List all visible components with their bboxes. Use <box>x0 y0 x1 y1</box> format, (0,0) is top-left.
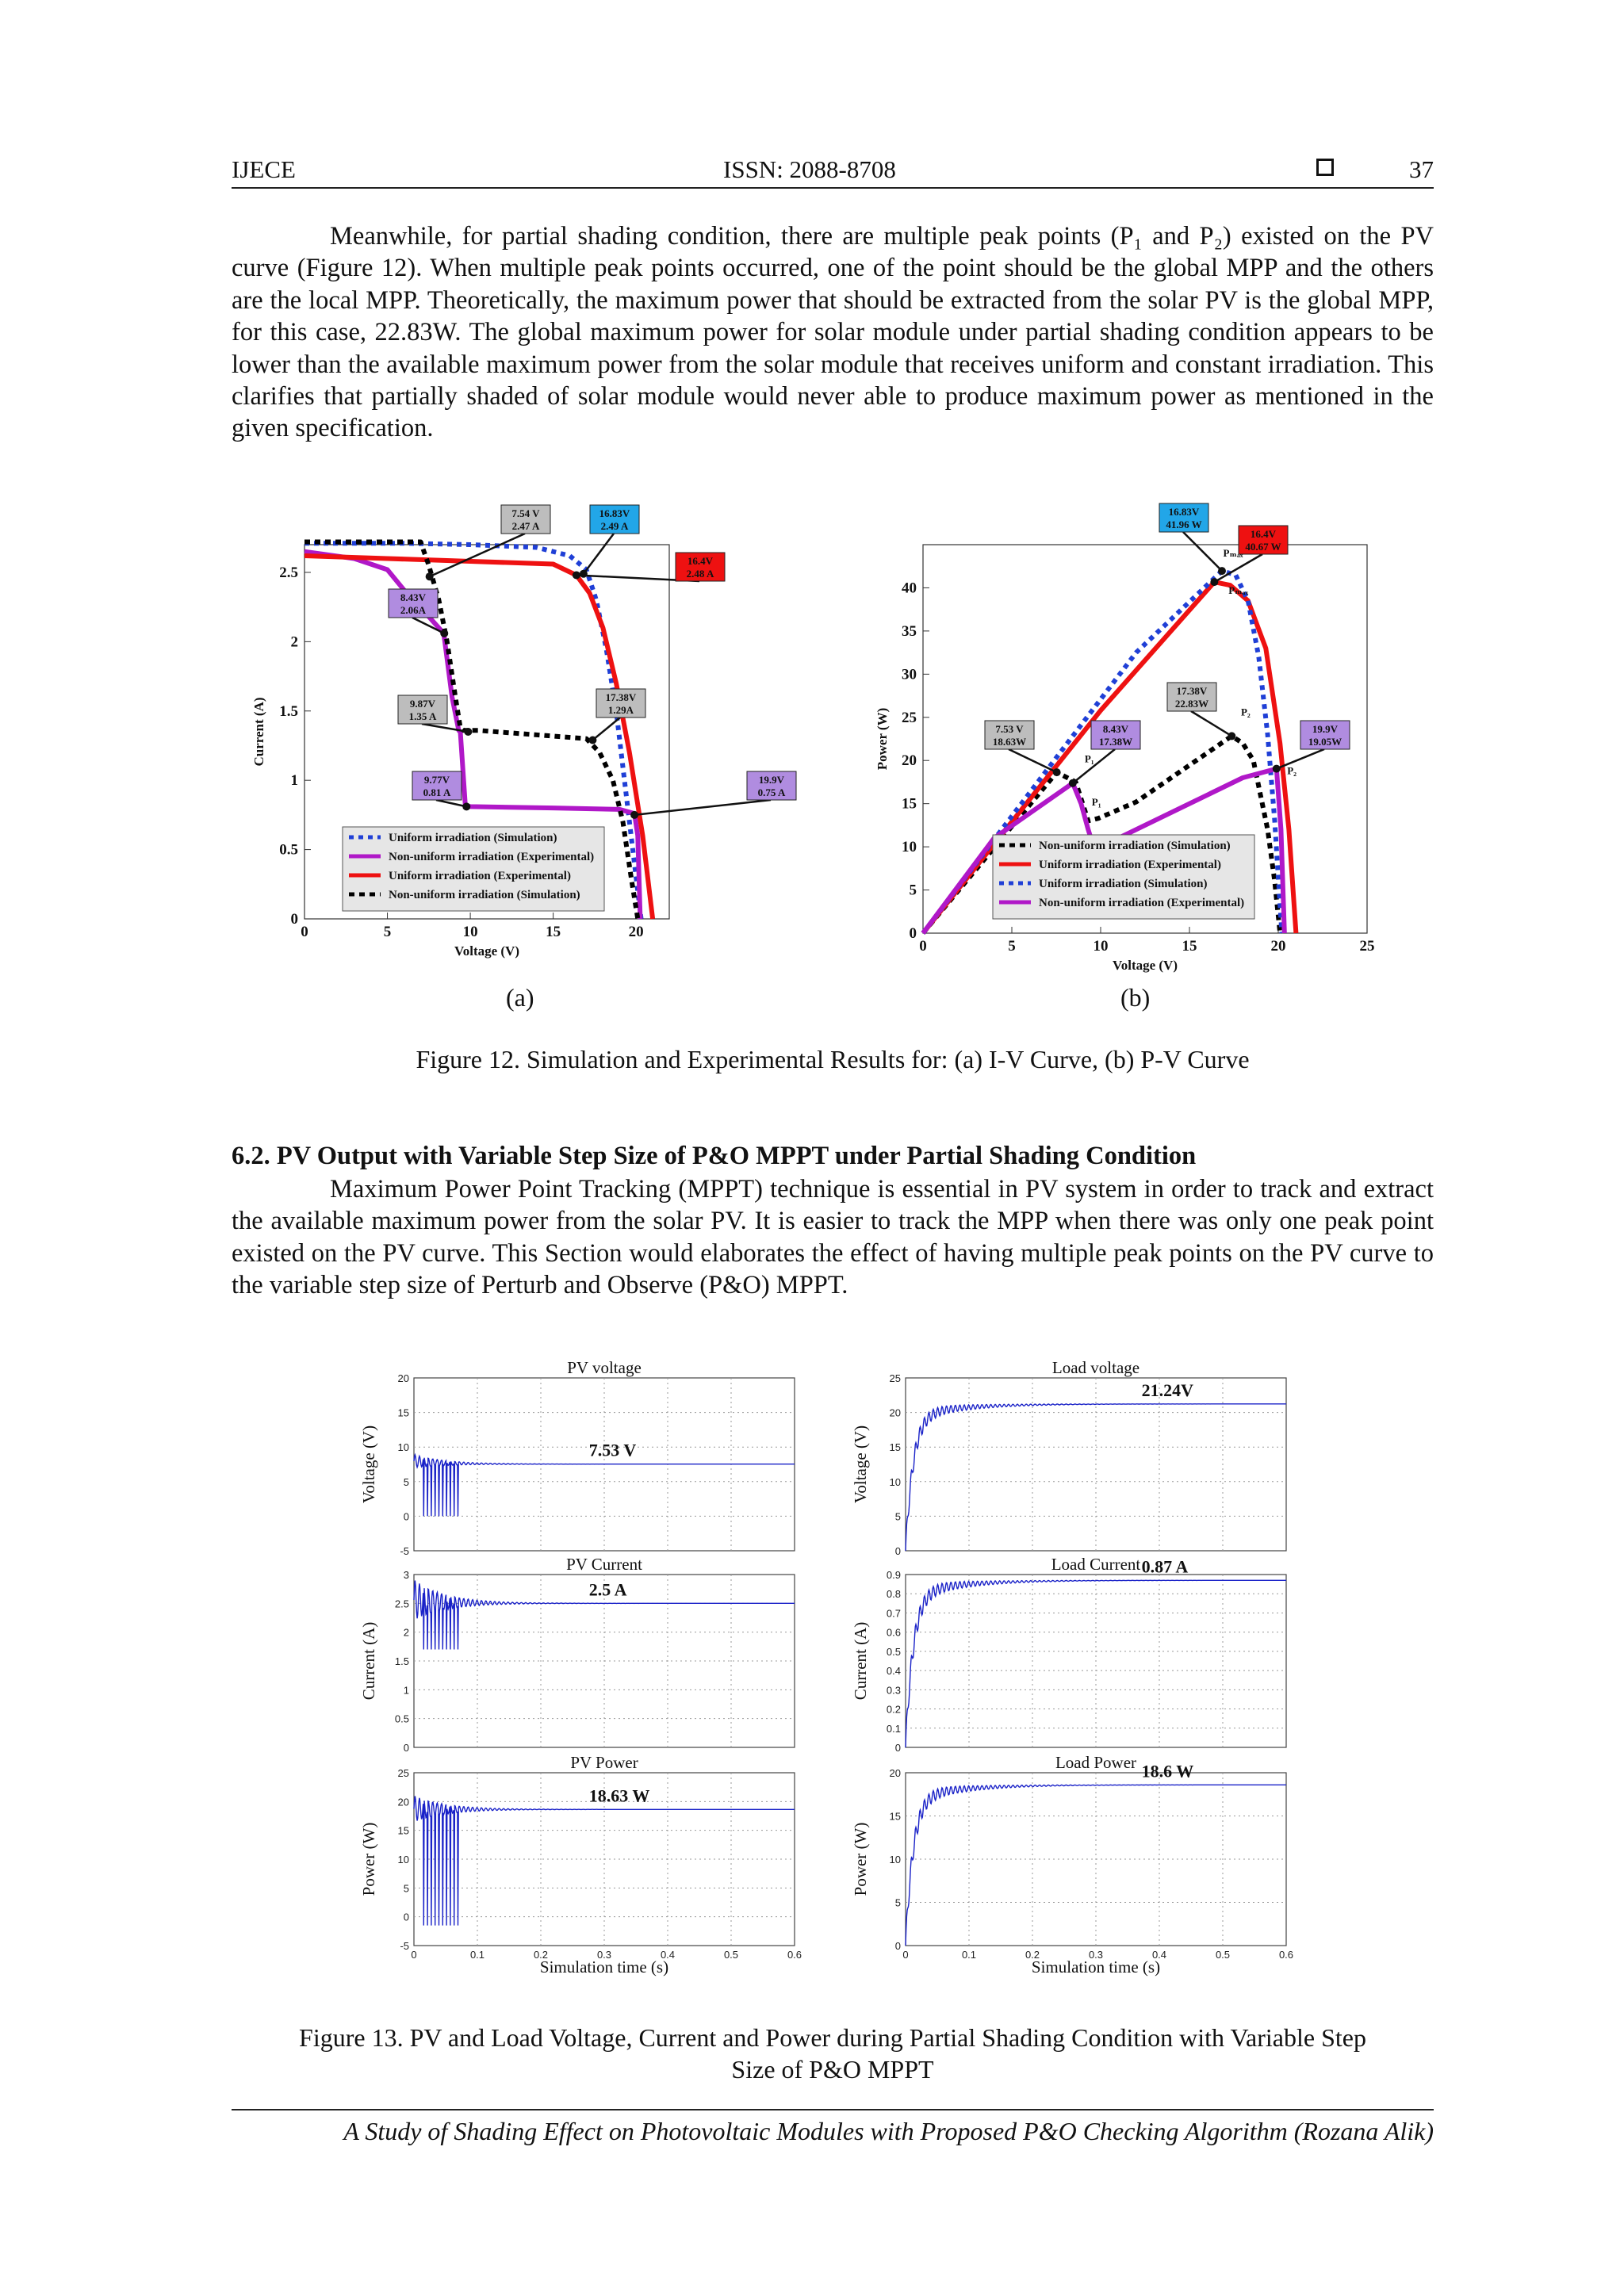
annotation-point <box>462 802 470 810</box>
page-header <box>232 155 1434 189</box>
x-tick-label: 0.6 <box>1278 1949 1294 1961</box>
y-tick-label: 25 <box>397 1767 409 1779</box>
peak-point-label: P₂ <box>1240 706 1251 718</box>
annotation-point <box>573 571 580 579</box>
y-tick-label: -5 <box>400 1545 409 1557</box>
x-tick-label: 0 <box>301 924 308 940</box>
legend-label: Non-uniform irradiation (Simulation) <box>389 889 580 901</box>
annotation-point <box>1273 765 1281 773</box>
annotation-point <box>1069 779 1077 787</box>
annotation-label: 2.47 A <box>511 520 540 532</box>
annotation-point <box>440 629 448 637</box>
x-tick-label: 0.1 <box>469 1949 485 1961</box>
journal-name: IJECE <box>232 155 296 183</box>
x-tick-label: 15 <box>1182 938 1197 955</box>
steady-state-value: 0.87 A <box>1141 1556 1189 1577</box>
annotation-label: 40.67 W <box>1245 541 1281 553</box>
annotation-label: 7.53 V <box>995 723 1024 735</box>
panel-title: PV Power <box>570 1753 638 1772</box>
x-tick-label: 20 <box>628 924 644 940</box>
x-tick-label: 0.2 <box>1025 1949 1040 1961</box>
y-tick-label: 0.2 <box>886 1703 901 1716</box>
y-tick-label: 35 <box>902 622 917 640</box>
annotation-point <box>588 736 596 744</box>
y-tick-label: 15 <box>397 1824 409 1837</box>
annotation-label: 7.54 V <box>511 507 540 519</box>
figure-12b-pv-curve <box>872 496 1491 979</box>
steady-state-value: 2.5 A <box>588 1579 627 1600</box>
y-tick-label: 0.5 <box>394 1712 409 1725</box>
y-tick-label: 20 <box>889 1406 901 1419</box>
annotation-label: 1.35 A <box>408 710 437 722</box>
y-tick-label: 10 <box>397 1854 409 1866</box>
y-tick-label: 25 <box>889 1372 901 1384</box>
legend-label: Non-uniform irradiation (Experimental) <box>1039 897 1245 909</box>
y-tick-label: 20 <box>397 1796 409 1808</box>
figure-13-caption-line-1: Figure 13. PV and Load Voltage, Current and Power during Partial Shading Condition with Variable Step <box>299 2023 1366 2052</box>
y-tick-label: 5 <box>403 1475 409 1488</box>
figure-12-sublabel-a: (a) <box>506 983 534 1012</box>
annotation-label: 17.38W <box>1098 736 1133 748</box>
x-axis-label: Voltage (V) <box>454 943 519 959</box>
annotation-label: 8.43V <box>400 591 427 603</box>
annotation-point <box>1218 567 1226 575</box>
annotation-label: 2.06A <box>400 604 427 616</box>
x-axis-label: Voltage (V) <box>1113 958 1178 973</box>
y-axis-label: Current (A) <box>251 697 266 767</box>
y-tick-label: 10 <box>889 1475 901 1488</box>
x-tick-label: 0 <box>919 938 927 955</box>
y-tick-label: 0 <box>909 925 917 942</box>
legend-label: Uniform irradiation (Experimental) <box>389 870 571 882</box>
y-tick-label: 5 <box>403 1882 409 1895</box>
y-tick-label: 2.5 <box>394 1598 409 1610</box>
peak-point-label: P₁ <box>1091 795 1101 808</box>
x-tick-label: 20 <box>1270 938 1286 955</box>
annotation-point <box>1210 578 1218 586</box>
panel-title: PV voltage <box>567 1358 642 1377</box>
y-tick-label: 40 <box>902 580 917 597</box>
x-tick-label: 0.4 <box>1151 1949 1167 1961</box>
y-tick-label: 10 <box>889 1854 901 1866</box>
y-axis-label: Voltage (V) <box>359 1425 378 1504</box>
y-tick-label: 2 <box>403 1626 409 1639</box>
y-axis-label: Power (W) <box>359 1822 378 1896</box>
peak-point-label: Pₘₐₓ <box>1223 547 1243 560</box>
y-tick-label: 10 <box>902 839 917 856</box>
annotation-label: 2.49 A <box>600 520 629 532</box>
y-tick-label: 1 <box>290 772 298 790</box>
y-tick-label: 0.1 <box>886 1722 901 1735</box>
section-heading: 6.2. PV Output with Variable Step Size of P&O MPPT under Partial Shading Condition <box>232 1142 1197 1170</box>
annotation-label: 9.77V <box>423 774 450 786</box>
y-tick-label: 0.3 <box>886 1684 901 1697</box>
issn: ISSN: 2088-8708 <box>723 155 896 183</box>
steady-state-value: 18.63 W <box>588 1785 650 1806</box>
annotation-label: 9.87V <box>409 698 436 710</box>
peak-point-label: P₂ <box>1287 764 1297 777</box>
x-tick-label: 0.3 <box>1088 1949 1104 1961</box>
annotation-label: 19.9V <box>1312 723 1339 735</box>
figure-13-time-plots <box>341 1354 1308 1980</box>
square-icon <box>1316 159 1334 176</box>
paragraph-1: Meanwhile, for partial shading condition, there are multiple peak points (P₁ and P₂) existed on the PV curve (Figure 12). When multiple peak points occurred, one of the point should be the global MPP and the others are the local MPP. Theoretically, the maximum power that should be extracted from the solar PV is the global MPP, for this case, 22.83W. The global maximum power for solar module under partial shading condition appears to be lower than the available maximum power from the solar module that receives uniform and constant irradiation. This clarifies that partially shaded of solar module would never able to produce maximum power as mentioned in the given specification. <box>232 222 1434 443</box>
x-tick-label: 0.1 <box>961 1949 977 1961</box>
annotation-point <box>426 572 434 580</box>
y-tick-label: 15 <box>889 1441 901 1454</box>
annotation-label: 8.43V <box>1102 723 1129 735</box>
y-axis-label: Power (W) <box>851 1822 870 1896</box>
y-tick-label: 0 <box>290 911 298 928</box>
y-tick-label: 0.5 <box>279 841 298 859</box>
annotation-label: 19.9V <box>758 774 785 786</box>
x-tick-label: 15 <box>546 924 561 940</box>
legend-label: Non-uniform irradiation (Experimental) <box>389 851 595 863</box>
annotation-label: 17.38V <box>1176 685 1208 697</box>
y-tick-label: 0.6 <box>886 1626 901 1639</box>
x-tick-label: 5 <box>383 924 392 940</box>
annotation-label: 16.4V <box>1250 528 1277 540</box>
annotation-point <box>1053 768 1061 776</box>
annotation-point <box>630 811 638 819</box>
y-tick-label: 1.5 <box>394 1655 409 1667</box>
y-tick-label: 0.9 <box>886 1569 901 1581</box>
y-tick-label: 0 <box>403 1510 409 1523</box>
panel-title: Load Power <box>1055 1753 1137 1772</box>
y-tick-label: 5 <box>894 1896 901 1909</box>
y-tick-label: 0 <box>894 1742 901 1754</box>
y-tick-label: 3 <box>403 1569 409 1581</box>
annotation-label: 16.4V <box>687 555 714 567</box>
annotation-point <box>464 728 472 736</box>
y-tick-label: 5 <box>894 1510 901 1523</box>
steady-state-value: 7.53 V <box>588 1440 637 1460</box>
y-tick-label: 0.7 <box>886 1607 901 1620</box>
figure-13-caption <box>232 2022 1434 2085</box>
y-tick-label: 30 <box>902 666 917 683</box>
y-tick-label: 0.4 <box>886 1665 901 1678</box>
y-tick-label: 1 <box>403 1684 409 1697</box>
x-tick-label: 0.3 <box>596 1949 612 1961</box>
y-axis-label: Voltage (V) <box>851 1425 870 1504</box>
y-tick-label: 15 <box>889 1810 901 1823</box>
y-tick-label: 25 <box>902 709 917 726</box>
annotation-label: 41.96 W <box>1166 519 1202 530</box>
legend-label: Uniform irradiation (Experimental) <box>1039 859 1221 871</box>
panel-title: PV Current <box>566 1555 642 1574</box>
legend-label: Uniform irradiation (Simulation) <box>1039 878 1208 890</box>
annotation-point <box>1228 732 1235 740</box>
annotation-label: 0.81 A <box>423 786 451 798</box>
x-tick-label: 10 <box>1093 938 1109 955</box>
annotation-label: 16.83V <box>1168 506 1200 518</box>
figure-12a-iv-curve <box>232 496 834 963</box>
panel-title: Load voltage <box>1051 1358 1140 1377</box>
y-axis-label: Power (W) <box>875 707 890 771</box>
x-tick-label: 10 <box>462 924 478 940</box>
figure-12-sublabel-b: (b) <box>1120 983 1151 1012</box>
x-tick-label: 0 <box>411 1949 417 1961</box>
y-tick-label: 20 <box>397 1372 409 1384</box>
y-tick-label: 1.5 <box>279 702 298 720</box>
panel-title: Load Current <box>1051 1555 1141 1574</box>
y-axis-label: Current (A) <box>359 1621 378 1701</box>
annotation-label: 16.83V <box>599 507 630 519</box>
annotation-label: 19.05W <box>1308 736 1342 748</box>
y-tick-label: 15 <box>902 795 917 813</box>
x-tick-label: 0.5 <box>723 1949 739 1961</box>
x-tick-label: 0.5 <box>1215 1949 1231 1961</box>
y-tick-label: -5 <box>400 1940 409 1952</box>
y-tick-label: 0.8 <box>886 1588 901 1601</box>
y-tick-label: 2.5 <box>279 564 298 581</box>
y-axis-label: Current (A) <box>851 1621 870 1701</box>
x-tick-label: 0.4 <box>660 1949 676 1961</box>
legend-label: Non-uniform irradiation (Simulation) <box>1039 840 1231 852</box>
y-tick-label: 5 <box>909 882 917 899</box>
x-tick-label: 5 <box>1008 938 1016 955</box>
peak-point-label: Pₘₐₓ <box>1228 584 1249 597</box>
y-tick-label: 0 <box>403 1742 409 1754</box>
x-tick-label: 0.2 <box>533 1949 549 1961</box>
annotation-label: 18.63W <box>992 736 1027 748</box>
page-footer: A Study of Shading Effect on Photovoltaic Modules with Proposed P&O Checking Algorithm (Rozana Alik) <box>232 2109 1434 2146</box>
peak-point-label: P₁ <box>1084 752 1094 765</box>
figure-12-caption: Figure 12. Simulation and Experimental Results for: (a) I-V Curve, (b) P-V Curve <box>416 1045 1250 1073</box>
y-tick-label: 20 <box>889 1767 901 1779</box>
figure-13-caption-line-2: Size of P&O MPPT <box>731 2055 934 2084</box>
y-tick-label: 10 <box>397 1441 409 1454</box>
y-tick-label: 0 <box>894 1545 901 1557</box>
steady-state-value: 21.24V <box>1141 1380 1193 1400</box>
x-tick-label: 0 <box>902 1949 909 1961</box>
annotation-label: 1.29A <box>607 704 634 716</box>
annotation-label: 17.38V <box>605 691 637 703</box>
annotation-label: 2.48 A <box>686 568 714 580</box>
x-tick-label: 25 <box>1359 938 1375 955</box>
steady-state-value: 18.6 W <box>1141 1761 1194 1781</box>
x-axis-label: Simulation time (s) <box>1031 1957 1161 1976</box>
annotation-label: 22.83W <box>1174 698 1209 710</box>
y-tick-label: 2 <box>290 633 298 651</box>
annotation-label: 0.75 A <box>757 786 786 798</box>
y-tick-label: 0.5 <box>886 1645 901 1658</box>
y-tick-label: 15 <box>397 1406 409 1419</box>
legend-label: Uniform irradiation (Simulation) <box>389 832 557 844</box>
paragraph-2: Maximum Power Point Tracking (MPPT) technique is essential in PV system in order to track and extract the available maximum power from the solar PV. It is easier to track the MPP when there was only one peak point existed on the PV curve. This Section would elaborates the effect of having multiple peak points on the PV curve to the variable step size of Perturb and Observe (P&O) MPPT. <box>232 1175 1434 1300</box>
y-tick-label: 0 <box>403 1911 409 1923</box>
page-number: 37 <box>1409 155 1434 183</box>
x-axis-label: Simulation time (s) <box>539 1957 669 1976</box>
y-tick-label: 20 <box>902 752 917 770</box>
y-tick-label: 0 <box>894 1940 901 1952</box>
x-tick-label: 0.6 <box>787 1949 802 1961</box>
